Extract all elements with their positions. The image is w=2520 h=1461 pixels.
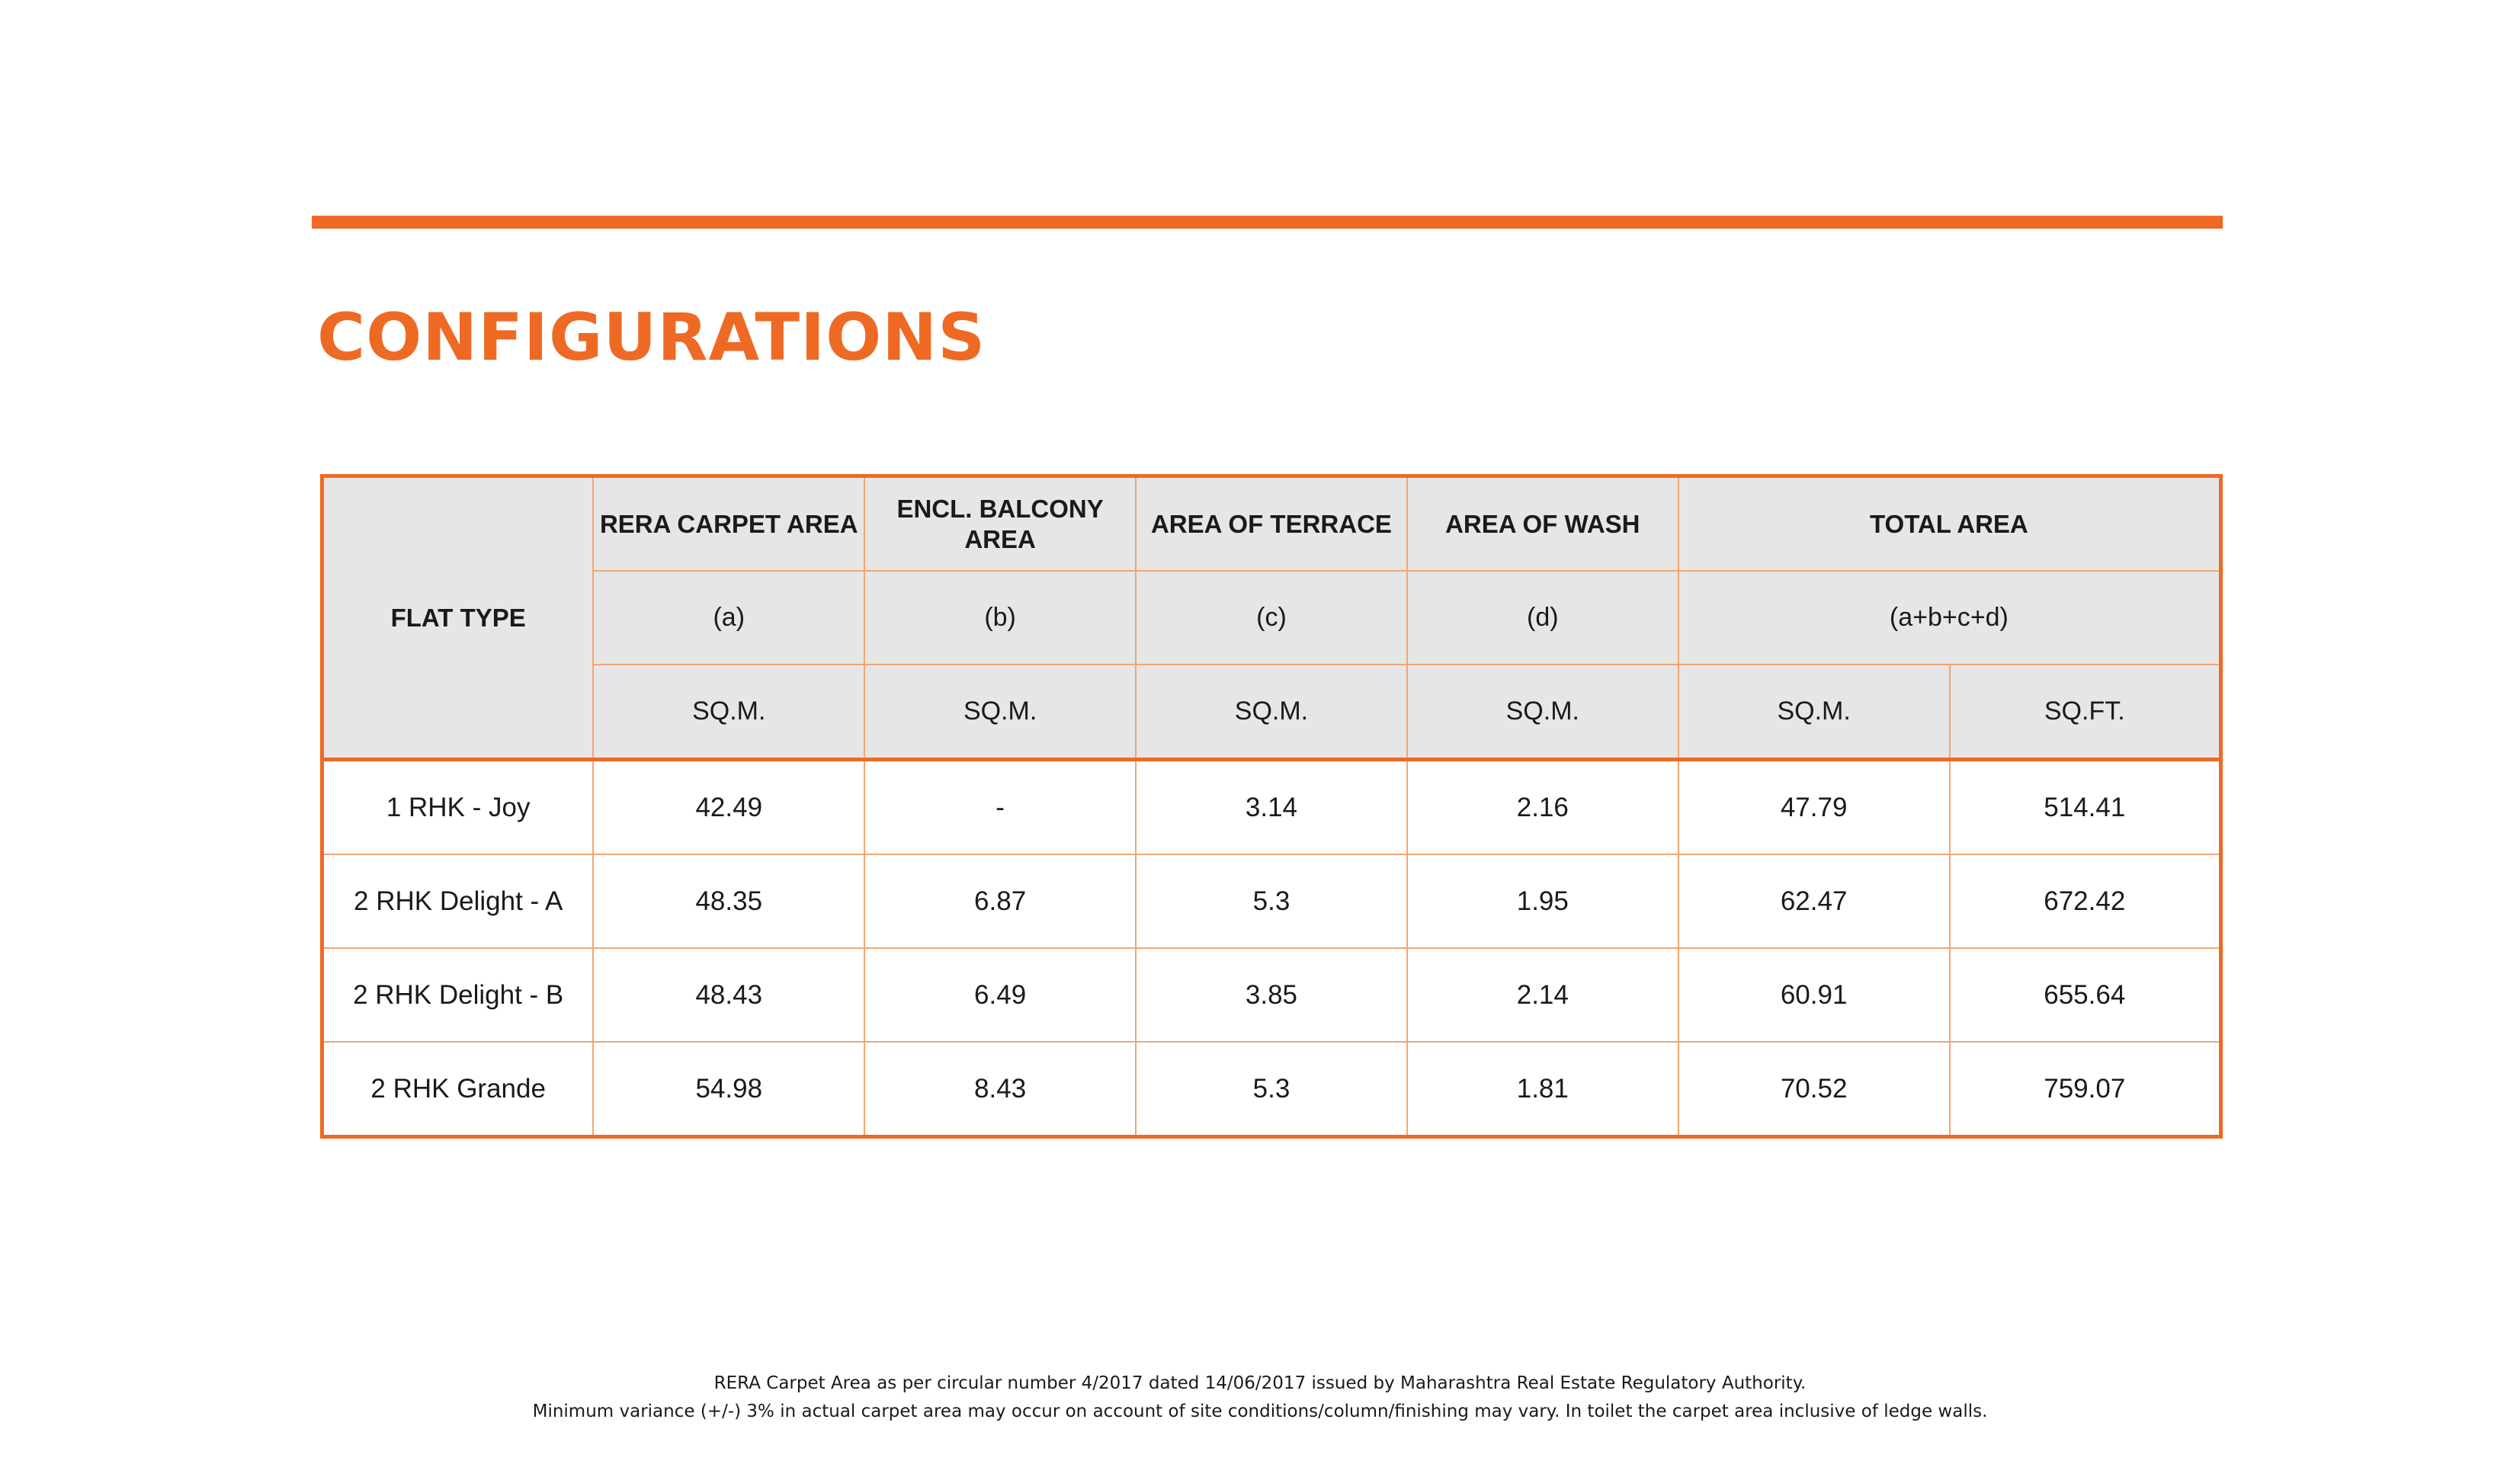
encl-balcony-area-cell: 8.43 [864, 1042, 1136, 1137]
flat-type-cell: 2 RHK Delight - A [322, 854, 594, 948]
area-of-terrace-cell: 3.85 [1136, 948, 1407, 1042]
total-sqm-cell: 70.52 [1678, 1042, 1950, 1137]
total-sqm-cell: 62.47 [1678, 854, 1950, 948]
table-row [322, 854, 2221, 948]
column-header-total-area: TOTAL AREA [1678, 476, 2221, 572]
page-title: CONFIGURATIONS [317, 300, 986, 376]
area-of-terrace-cell: 3.14 [1136, 760, 1407, 855]
encl-balcony-area-cell: 6.49 [864, 948, 1136, 1042]
formula-a: (a) [593, 571, 864, 665]
column-header-area-of-wash: AREA OF WASH [1407, 476, 1678, 572]
unit-total-sqft: SQ.FT. [1950, 665, 2221, 760]
encl-balcony-area-cell: 6.87 [864, 854, 1136, 948]
flat-type-header: FLAT TYPE [322, 476, 594, 760]
configurations-table [320, 474, 2223, 1139]
table-row [322, 948, 2221, 1042]
flat-type-cell: 2 RHK Delight - B [322, 948, 594, 1042]
encl-balcony-area-cell: - [864, 760, 1136, 855]
area-of-terrace-cell: 5.3 [1136, 854, 1407, 948]
unit-d: SQ.M. [1407, 665, 1678, 760]
table-row [322, 1042, 2221, 1137]
column-header-area-of-terrace: AREA OF TERRACE [1136, 476, 1407, 572]
footnote-variance: Minimum variance (+/-) 3% in actual carpet area may occur on account of site conditions/column/finishing may vary. In toilet the carpet area inclusive of ledge walls. [532, 1402, 1988, 1421]
table-row [322, 760, 2221, 855]
top-accent-rule [312, 216, 2223, 229]
total-sqm-cell: 47.79 [1678, 760, 1950, 855]
unit-a: SQ.M. [593, 665, 864, 760]
rera-carpet-area-cell: 54.98 [593, 1042, 864, 1137]
unit-c: SQ.M. [1136, 665, 1407, 760]
area-of-terrace-cell: 5.3 [1136, 1042, 1407, 1137]
header-row-units [322, 665, 2221, 760]
rera-carpet-area-cell: 42.49 [593, 760, 864, 855]
flat-type-cell: 1 RHK - Joy [322, 760, 594, 855]
header-row-labels [322, 476, 2221, 572]
area-of-wash-cell: 1.81 [1407, 1042, 1678, 1137]
unit-b: SQ.M. [864, 665, 1136, 760]
total-sqft-cell: 514.41 [1950, 760, 2221, 855]
footnote-rera-circular: RERA Carpet Area as per circular number 4/2017 dated 14/06/2017 issued by Maharashtra Real Estate Regulatory Authority. [713, 1373, 1807, 1393]
unit-total-sqm: SQ.M. [1678, 665, 1950, 760]
column-header-rera-carpet-area: RERA CARPET AREA [593, 476, 864, 572]
formula-b: (b) [864, 571, 1136, 665]
flat-type-cell: 2 RHK Grande [322, 1042, 594, 1137]
formula-c: (c) [1136, 571, 1407, 665]
formula-total: (a+b+c+d) [1678, 571, 2221, 665]
header-row-formulas [322, 571, 2221, 665]
total-sqm-cell: 60.91 [1678, 948, 1950, 1042]
area-of-wash-cell: 1.95 [1407, 854, 1678, 948]
rera-carpet-area-cell: 48.35 [593, 854, 864, 948]
rera-carpet-area-cell: 48.43 [593, 948, 864, 1042]
total-sqft-cell: 672.42 [1950, 854, 2221, 948]
area-of-wash-cell: 2.14 [1407, 948, 1678, 1042]
area-of-wash-cell: 2.16 [1407, 760, 1678, 855]
column-header-encl-balcony-area: ENCL. BALCONY AREA [864, 476, 1136, 572]
formula-d: (d) [1407, 571, 1678, 665]
total-sqft-cell: 759.07 [1950, 1042, 2221, 1137]
total-sqft-cell: 655.64 [1950, 948, 2221, 1042]
